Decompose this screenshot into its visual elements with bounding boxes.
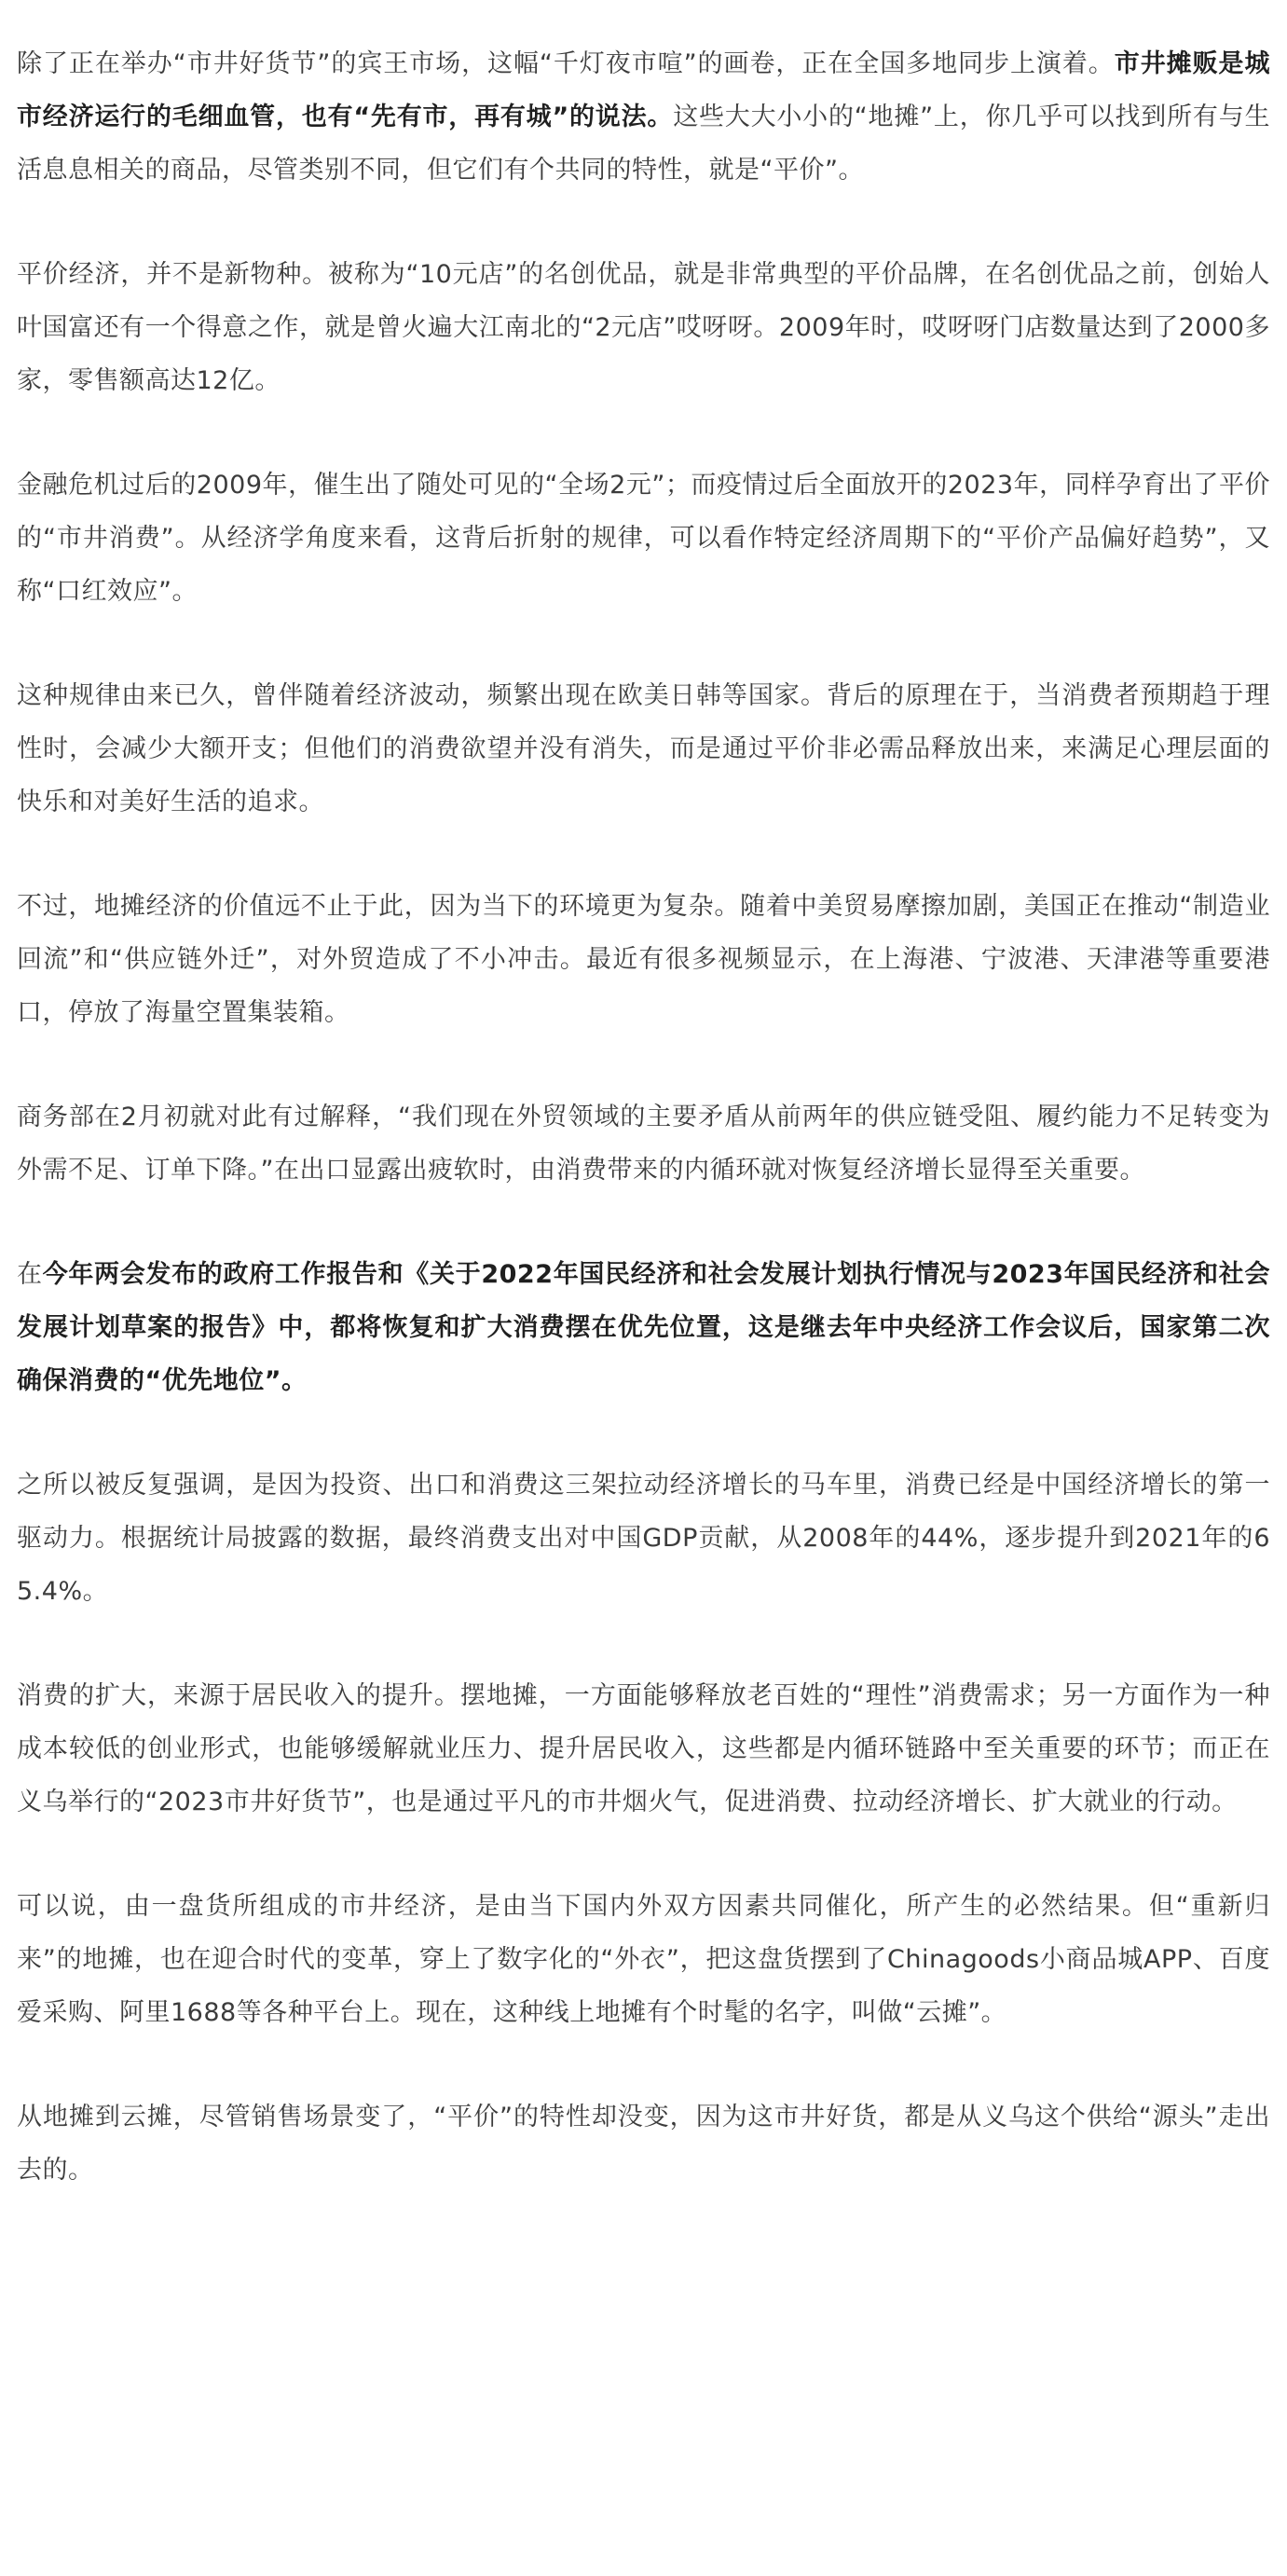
paragraph	[17, 248, 1270, 407]
text-segment: 金融危机过后的2009年，催生出了随处可见的“全场2元”；而疫情过后全面放开的2023年，同样孕育出了平价的“市井消费”。从经济学角度来看，这背后折射的规律，可以看作特定经济周期下的“平价产品偏好趋势”，又称“口红效应”。	[17, 471, 1270, 606]
text-segment: 可以说，由一盘货所组成的市井经济，是由当下国内外双方因素共同催化，所产生的必然结果。但“重新归来”的地摊，也在迎合时代的变革，穿上了数字化的“外衣”，把这盘货摆到了Chinagoods小商品城APP、百度爱采购、阿里1688等各种平台上。现在，这种线上地摊有个时髦的名字，叫做“云摊”。	[17, 1892, 1270, 2027]
bold-text-segment: 市井摊贩是城市经济运行的毛细血管，也有“先有市，再有城”的说法。	[17, 49, 1270, 131]
paragraph	[17, 1880, 1270, 2039]
paragraph	[17, 459, 1270, 618]
paragraph	[17, 1248, 1270, 1407]
paragraph	[17, 669, 1270, 829]
text-segment: 这种规律由来已久，曾伴随着经济波动，频繁出现在欧美日韩等国家。背后的原理在于，当消费者预期趋于理性时，会减少大额开支；但他们的消费欲望并没有消失，而是通过平价非必需品释放出来，来满足心理层面的快乐和对美好生活的追求。	[17, 681, 1270, 816]
text-segment: 在	[17, 1260, 43, 1289]
bold-text-segment: 今年两会发布的政府工作报告和《关于2022年国民经济和社会发展计划执行情况与2023年国民经济和社会发展计划草案的报告》中，都将恢复和扩大消费摆在优先位置，这是继去年中央经济工作会议后，国家第二次确保消费的“优先地位”。	[17, 1260, 1270, 1395]
text-segment: 这些大大小小的“地摊”上，你几乎可以找到所有与生活息息相关的商品，尽管类别不同，但它们有个共同的特性，就是“平价”。	[17, 103, 1270, 185]
text-segment: 不过，地摊经济的价值远不止于此，因为当下的环境更为复杂。随着中美贸易摩擦加剧，美国正在推动“制造业回流”和“供应链外迁”，对外贸造成了不小冲击。最近有很多视频显示，在上海港、宁波港、天津港等重要港口，停放了海量空置集装箱。	[17, 892, 1270, 1027]
text-segment: 消费的扩大，来源于居民收入的提升。摆地摊，一方面能够释放老百姓的“理性”消费需求；另一方面作为一种成本较低的创业形式，也能够缓解就业压力、提升居民收入，这些都是内循环链路中至关重要的环节；而正在义乌举行的“2023市井好货节”，也是通过平凡的市井烟火气，促进消费、拉动经济增长、扩大就业的行动。	[17, 1681, 1270, 1816]
paragraph	[17, 880, 1270, 1039]
text-segment: 除了正在举办“市井好货节”的宾王市场，这幅“千灯夜市喧”的画卷，正在全国多地同步上演着。	[17, 49, 1115, 78]
text-segment: 平价经济，并不是新物种。被称为“10元店”的名创优品，就是非常典型的平价品牌，在名创优品之前，创始人叶国富还有一个得意之作，就是曾火遍大江南北的“2元店”哎呀呀。2009年时，哎呀呀门店数量达到了2000多家，零售额高达12亿。	[17, 260, 1270, 395]
text-segment: 之所以被反复强调，是因为投资、出口和消费这三架拉动经济增长的马车里，消费已经是中国经济增长的第一驱动力。根据统计局披露的数据，最终消费支出对中国GDP贡献，从2008年的44%，逐步提升到2021年的65.4%。	[17, 1471, 1270, 1606]
paragraph	[17, 1459, 1270, 1618]
paragraph	[17, 2090, 1270, 2197]
paragraph	[17, 37, 1270, 197]
paragraph	[17, 1090, 1270, 1197]
text-segment: 商务部在2月初就对此有过解释，“我们现在外贸领域的主要矛盾从前两年的供应链受阻、履约能力不足转变为外需不足、订单下降。”在出口显露出疲软时，由消费带来的内循环就对恢复经济增长显得至关重要。	[17, 1103, 1270, 1185]
paragraph	[17, 1669, 1270, 1829]
text-segment: 从地摊到云摊，尽管销售场景变了，“平价”的特性却没变，因为这市井好货，都是从义乌这个供给“源头”走出去的。	[17, 2103, 1270, 2185]
